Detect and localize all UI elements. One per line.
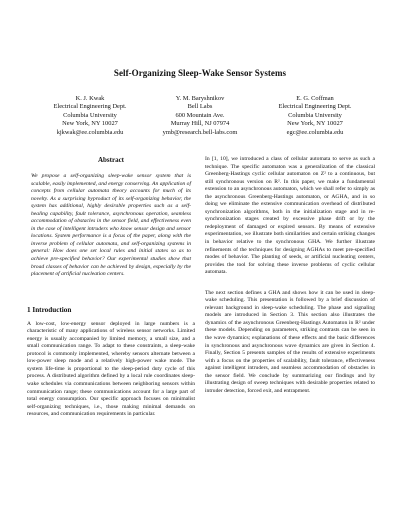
author-email: ymb@research.bell-labs.com (162, 128, 238, 136)
author-institution: Columbia University (63, 111, 117, 119)
author-name: Y. M. Baryshnikov (175, 95, 225, 102)
paragraph-gap (205, 277, 375, 290)
author-1 (30, 95, 150, 137)
introduction-text: A low-cost, low-energy sensor deployed in large numbers is a characteristic of many applications of wireless sensor networks. Limited energy is usually accompanied by limited memory, a small size, and a small communication range. To adapt to these constraints, a sleep-wake protocol is commonly implemented, whereby sensors alternate between a low-power sleep mode and a relatively high-power wake mode. The system life-time is proportional to the sleep-period duty cycle of this process. A distributed algorithm defined by a local rule coordinates sleep-wake schedules via communications between neighboring sensors within communication range; these communications account for a large part of total energy consumption. Our specific approach focuses on minimalist self-organizing techniques, i.e., those making minimal demands on resources, and communication requirements in particular. (27, 320, 195, 418)
author-location: New York, NY 10027 (62, 120, 118, 128)
right-column (205, 156, 375, 395)
author-location: Murray Hill, NJ 07974 (170, 120, 230, 128)
author-institution: Columbia University (288, 111, 342, 119)
author-affiliation: Electrical Engineering Dept. (278, 103, 352, 111)
author-name: K. J. Kwak (75, 95, 105, 102)
right-column-paragraph-2: The next section defines a GHA and shows how it can be used in sleep-wake scheduling. This presentation is followed by a brief discussion of relevant background in sleep-wake scheduling. The phase and signaling models are introduced in Section 3. This section also illustrates the dynamics of the asynchronous Greenberg-Hastings Automaton in R² under these models. Depending on parameters, striking contrasts can be seen in the wave dynamics; explanations of these effects and the basic differences in synchronous and asynchronous wave dynamics are given in Section 4. Finally, Section 5 presents samples of the results of extensive experiments with a focus on the properties of scalability, fault tolerance, effectiveness against intelligent intruders, and seamless accommodation of obstacles in the sensor field. We conclude by summarizing our findings and by illustrating design of sweep techniques with desirable properties related to intruder detection, forced exit, and entrapment. (205, 289, 375, 394)
author-email: egc@ee.columbia.edu (286, 128, 344, 136)
author-affiliation: Electrical Engineering Dept. (53, 103, 127, 111)
author-institution: 600 Mountain Ave. (175, 111, 225, 119)
author-name: E. G. Coffman (296, 95, 334, 102)
left-column (27, 156, 195, 419)
author-location: New York, NY 10027 (287, 120, 343, 128)
author-affiliation: Bell Labs (187, 103, 213, 111)
abstract-heading: Abstract (97, 156, 125, 164)
right-column-paragraph-1: In [1, 10], we introduced a class of cellular automata to serve as such a technique. The specific automaton was a generalization of the classical Greenberg-Hastings cyclic cellular automaton on Z² to a continuous, but still synchronous version on R². In this paper, we make a fundamental extension to an asynchronous automaton, which we shall refer to simply as the asynchronous Greenberg-Hastings automaton, or AGHA, and in so doing we eliminate the extensive communication overhead of distributed synchronization algorithms, both in the initialization stage and in re-synchronization stages created by excessive phase drift or by the redeployment of damaged or expired sensors. By means of extensive experimentation, we illustrate both similarities and certain striking changes in behavior relative to the synchronous GHA. We further illustrate refinements of the techniques for designing AGHAs to meet pre-specified modes of behavior. The planting of seeds, or artificial nucleating centers, provides the tool for solving these inverse problems of cyclic cellular automata. (205, 156, 375, 276)
abstract-text: We propose a self-organizing sleep-wake sensor system that is scalable, easily implemented, and energy conserving. An application of concepts from cellular automata theory accounts for much of its novelty. As a surprising byproduct of its self-organizing behavior, the system has additional, highly desirable properties such as a self-healing capability, fault tolerance, asynchronous operation, seamless accommodation of obstacles in the sensor field, and effectiveness even in the case of intelligent intruders who know sensor design and sensor locations. System performance is a focus of the paper, along with the inverse problem of cellular automata, and self-organizing systems in general: How does one set local rules and initial states so as to achieve pre-specified behavior? Our experimental studies show that broad classes of behavior can be achieved by design, especially by the placement of artificial nucleation centers. (31, 173, 191, 278)
paper-title: Self-Organizing Sleep-Wake Sensor Systems (113, 68, 287, 78)
author-2 (140, 95, 260, 137)
section-heading-introduction: 1 Introduction (27, 305, 72, 314)
author-email: kjkwak@ee.columbia.edu (56, 128, 124, 136)
author-3 (255, 95, 375, 137)
